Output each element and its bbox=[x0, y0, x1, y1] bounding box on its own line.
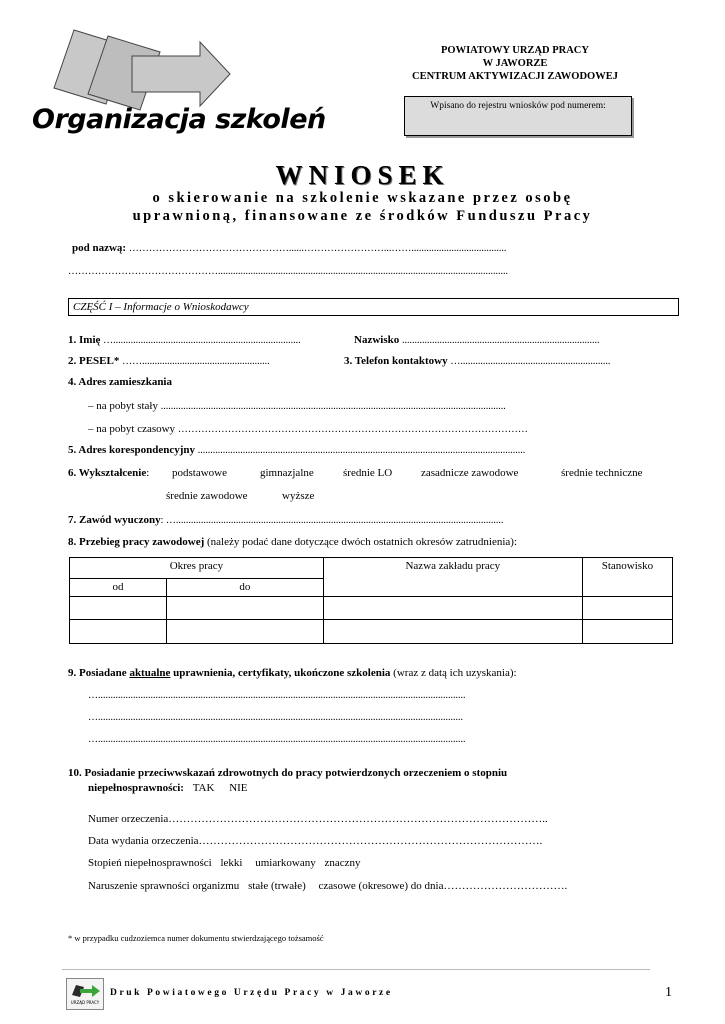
imie-label: 1. Imię bbox=[68, 334, 101, 346]
uprawnienia-note: (wraz z datą ich uzyskania): bbox=[393, 667, 517, 679]
telefon-dots: …............................................................ bbox=[450, 356, 611, 367]
logo-text: Organizacja szkoleń bbox=[32, 104, 326, 135]
naruszenie-czasowe-label: czasowe (okresowe) do dnia……………………………. bbox=[318, 880, 568, 892]
zawod-dots: : …................................................................................................................................... bbox=[160, 515, 504, 526]
institution-header bbox=[390, 44, 640, 83]
tak-option[interactable] bbox=[193, 782, 215, 794]
edu-option-srednie-techniczne[interactable] bbox=[561, 467, 643, 479]
section-1-header: CZĘŚĆ I – Informacje o Wnioskodawcy bbox=[68, 298, 679, 316]
nazwisko-label: Nazwisko bbox=[354, 334, 400, 346]
stopien-option-label: znaczny bbox=[324, 857, 361, 869]
naruszenie-label: Naruszenie sprawności organizmu bbox=[88, 880, 240, 892]
telefon-label: 3. Telefon kontaktowy bbox=[344, 355, 448, 367]
field-zawod[interactable] bbox=[68, 514, 503, 526]
document-title: WNIOSEK bbox=[275, 160, 450, 190]
pod-nazwa-label: pod nazwą: bbox=[72, 242, 127, 254]
stopien-option-label: lekki bbox=[220, 857, 243, 869]
edu-label: średnie zawodowe bbox=[166, 490, 248, 502]
imie-dots: …........................................................................... bbox=[103, 335, 301, 346]
pod-nazwa-dots2: ……………………………………….................................................................................................................... bbox=[68, 266, 508, 277]
pesel-label: 2. PESEL* bbox=[68, 355, 120, 367]
nie-option[interactable] bbox=[229, 782, 247, 794]
pesel-dots: ……................................................... bbox=[122, 356, 270, 367]
edu-option-wyzsze[interactable] bbox=[282, 490, 314, 502]
stopien-umiarkowany[interactable] bbox=[255, 857, 315, 869]
edu-option-srednie-lo[interactable] bbox=[343, 467, 392, 479]
naruszenie-stale[interactable] bbox=[248, 880, 306, 892]
zawod-label: 7. Zawód wyuczony bbox=[68, 514, 161, 526]
adres-zamieszkania-label: 4. Adres zamieszkania bbox=[68, 376, 172, 388]
edu-label: średnie LO bbox=[343, 467, 393, 479]
naruszenie-czasowe[interactable] bbox=[319, 880, 568, 892]
niepelnosprawnosc-label: niepełnosprawności: bbox=[88, 782, 184, 794]
przebieg-note: (należy podać dane dotyczące dwóch ostatnich okresów zatrudnienia): bbox=[207, 536, 518, 548]
wyksztalcenie-label: 6. Wykształcenie bbox=[68, 467, 147, 479]
data-orzeczenia[interactable]: Data wydania orzeczenia…………………………………………………………………………………. bbox=[88, 835, 543, 847]
field-uprawnienia bbox=[68, 667, 517, 679]
uprawnienia-rest: uprawnienia, certyfikaty, ukończone szkolenia bbox=[173, 667, 391, 679]
uprawnienia-dots-2[interactable]: ….................................................................................................................................................. bbox=[88, 712, 463, 723]
institution-line: POWIATOWY URZĄD PRACY bbox=[441, 45, 589, 56]
edu-label: gimnazjalne bbox=[260, 467, 314, 479]
przeciwwskazania-line2 bbox=[88, 782, 248, 794]
footer-logo-arrow-icon bbox=[68, 981, 102, 999]
table-header-okres: Okres pracy bbox=[70, 558, 324, 579]
stopien-row bbox=[88, 857, 361, 869]
uprawnienia-num: 9. Posiadane bbox=[68, 667, 127, 679]
footer-druk: Druk Powiatowego Urzędu Pracy w Jaworze bbox=[110, 988, 393, 998]
pobyt-staly-label: – na pobyt stały bbox=[88, 400, 158, 412]
adres-koresp-dots: ................................................................................................................................... bbox=[197, 445, 526, 456]
register-label: Wpisano do rejestru wniosków pod numerem: bbox=[430, 101, 606, 111]
edu-option-srednie-zawodowe[interactable] bbox=[166, 490, 248, 502]
tak-label: TAK bbox=[192, 782, 215, 794]
footer-divider bbox=[62, 969, 650, 970]
edu-label: wyższe bbox=[282, 490, 315, 502]
field-pobyt-czasowy[interactable] bbox=[88, 423, 528, 435]
field-telefon[interactable] bbox=[344, 355, 610, 367]
edu-label: średnie techniczne bbox=[561, 467, 643, 479]
pobyt-czasowy-label: – na pobyt czasowy bbox=[88, 423, 176, 435]
subtitle-line: o skierowanie na szkolenie wskazane przez osobę bbox=[152, 190, 573, 206]
pod-nazwa-row[interactable] bbox=[72, 242, 506, 254]
register-box[interactable] bbox=[404, 96, 632, 136]
uprawnienia-dots-3[interactable]: …................................................................................................................................................... bbox=[88, 734, 466, 745]
nie-label: NIE bbox=[229, 782, 248, 794]
table-cell[interactable] bbox=[167, 597, 324, 620]
field-wyksztalcenie bbox=[68, 467, 149, 479]
pobyt-staly-dots: .......................................................................................................................................... bbox=[160, 401, 506, 412]
table-cell[interactable] bbox=[70, 597, 167, 620]
table-header-nazwa: Nazwa zakładu pracy bbox=[323, 558, 582, 597]
table-cell[interactable] bbox=[582, 620, 672, 644]
page-number: 1 bbox=[665, 985, 672, 1000]
stopien-lekki[interactable] bbox=[220, 857, 242, 869]
adres-koresp-label: 5. Adres korespondencyjny bbox=[68, 444, 196, 456]
naruszenie-stale-label: stałe (trwałe) bbox=[248, 880, 306, 892]
employment-table bbox=[69, 557, 673, 644]
table-cell[interactable] bbox=[167, 620, 324, 644]
table-header-stanowisko: Stanowisko bbox=[582, 558, 672, 597]
wyksztalcenie-colon: : bbox=[146, 467, 150, 479]
edu-label: podstawowe bbox=[172, 467, 227, 479]
edu-option-zasadnicze[interactable] bbox=[421, 467, 518, 479]
table-subheader-od: od bbox=[70, 579, 167, 597]
uprawnienia-dots-1[interactable]: …................................................................................................................................................... bbox=[88, 690, 466, 701]
institution-line: CENTRUM AKTYWIZACJI ZAWODOWEJ bbox=[412, 71, 618, 82]
field-pobyt-staly[interactable] bbox=[88, 400, 506, 412]
institution-line: W JAWORZE bbox=[482, 58, 548, 69]
pod-nazwa-dots: …………………………………………......……………………...……...................................... bbox=[128, 243, 507, 254]
edu-label: zasadnicze zawodowe bbox=[421, 467, 519, 479]
pobyt-czasowy-dots: …………………………………………………………………………………………… bbox=[177, 424, 528, 435]
table-subheader-do: do bbox=[167, 579, 324, 597]
przebieg-label: 8. Przebieg pracy zawodowej bbox=[68, 536, 205, 548]
table-row bbox=[70, 597, 673, 620]
field-pesel[interactable] bbox=[68, 355, 270, 367]
uprawnienia-underlined: aktualne bbox=[129, 667, 171, 679]
table-cell[interactable] bbox=[70, 620, 167, 644]
subtitle-line: uprawnioną, finansowane ze środków Funduszu Pracy bbox=[132, 208, 593, 224]
pod-nazwa-row2[interactable] bbox=[68, 265, 508, 277]
field-nazwisko[interactable] bbox=[354, 334, 599, 346]
table-cell[interactable] bbox=[323, 620, 582, 644]
stopien-option-label: umiarkowany bbox=[255, 857, 316, 869]
edu-option-podstawowe[interactable] bbox=[172, 467, 227, 479]
nazwisko-dots: ............................................................................... bbox=[401, 335, 600, 346]
footnote: * w przypadku cudzoziemca numer dokumentu stwierdzającego tożsamość bbox=[68, 933, 324, 943]
table-row bbox=[70, 620, 673, 644]
field-adres-koresp[interactable] bbox=[68, 444, 525, 456]
numer-orzeczenia[interactable]: Numer orzeczenia………………………………………………………………………………………….. bbox=[88, 813, 548, 825]
field-przebieg-pracy bbox=[68, 536, 517, 548]
footer-logo-text: URZĄD PRACY bbox=[70, 1000, 100, 1005]
stopien-label: Stopień niepełnosprawności bbox=[88, 857, 212, 869]
table-cell[interactable] bbox=[582, 597, 672, 620]
field-imie[interactable] bbox=[68, 334, 301, 346]
stopien-znaczny[interactable] bbox=[324, 857, 360, 869]
table-cell[interactable] bbox=[323, 597, 582, 620]
naruszenie-row bbox=[88, 880, 567, 892]
footer-logo bbox=[66, 978, 104, 1010]
przeciwwskazania-line1: 10. Posiadanie przeciwwskazań zdrowotnych do pracy potwierdzonych orzeczeniem o stopniu bbox=[68, 767, 508, 779]
edu-option-gimnazjalne[interactable] bbox=[260, 467, 314, 479]
